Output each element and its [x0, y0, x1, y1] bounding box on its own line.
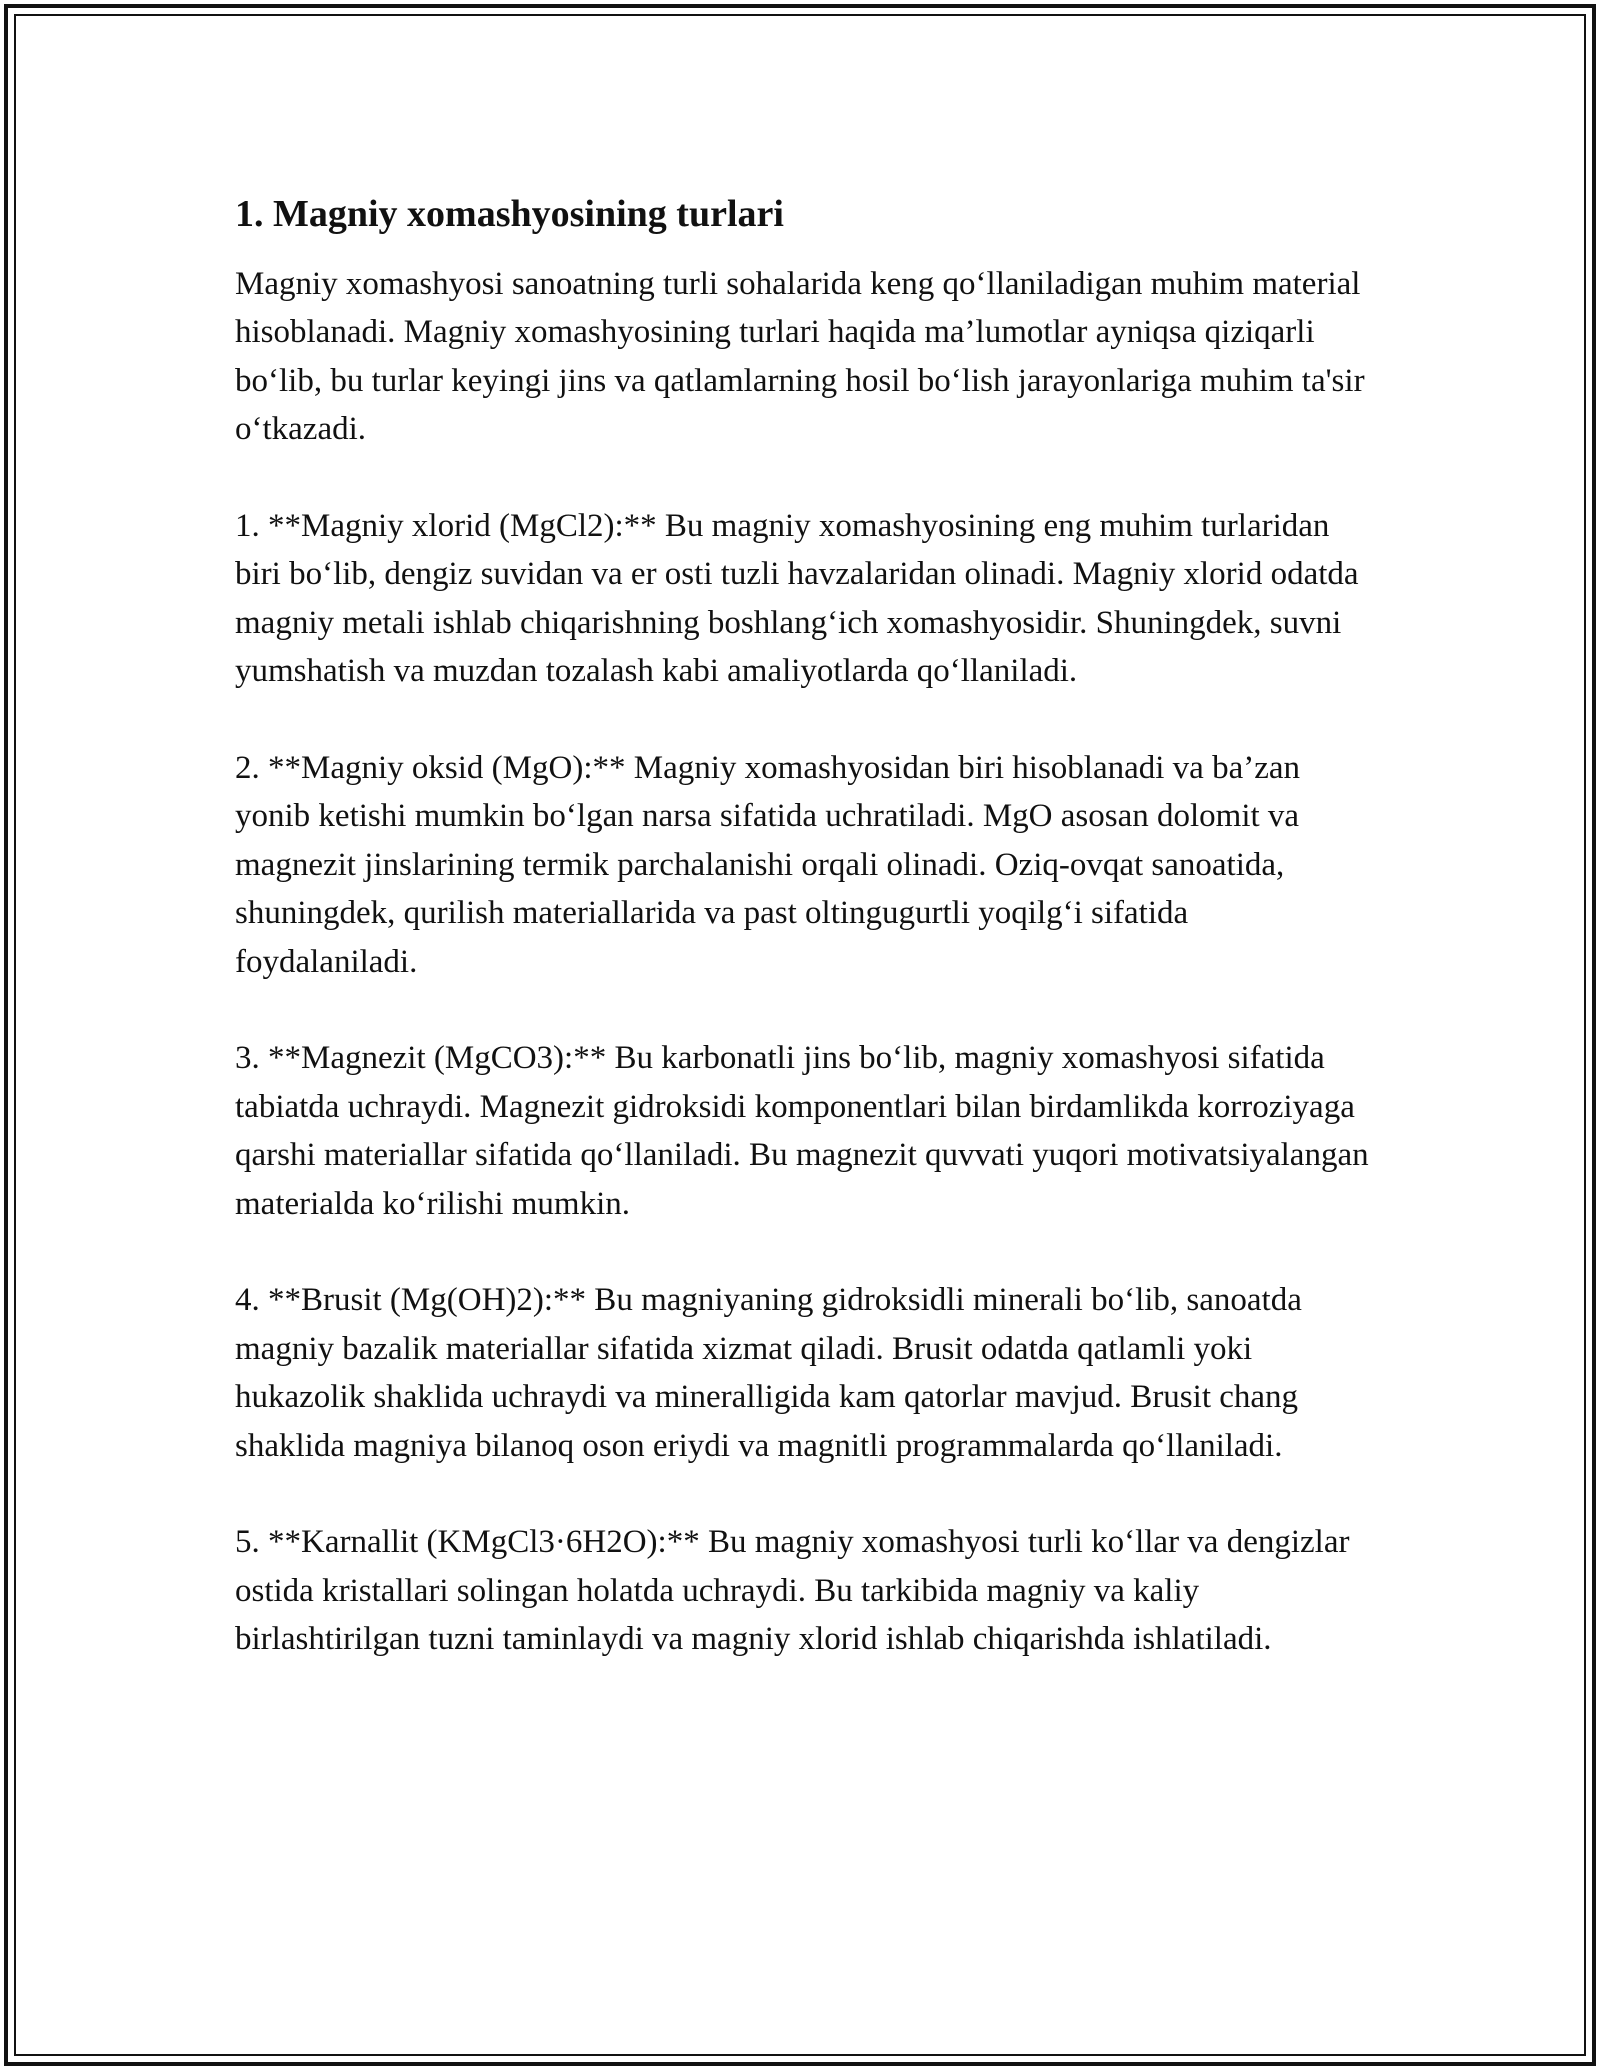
section-heading: 1. Magniy xomashyosining turlari — [235, 193, 784, 235]
document-body — [235, 188, 1375, 1712]
intro-paragraph: Magniy xomashyosi sanoatning turli sohalarida keng qo‘llaniladigan muhim material hisoblanadi. Magniy xomashyosining turlari haqida ma’lumotlar ayniqsa qiziqarli bo‘lib, bu turlar keyingi jins va qatlamlarning hosil bo‘lish jarayonlariga muhim ta'sir o‘tkazadi. — [235, 266, 1365, 448]
item-magniy-xlorid: 1. **Magniy xlorid (MgCl2):** Bu magniy xomashyosining eng muhim turlaridan biri bo‘lib, dengiz suvidan va er osti tuzli havzalaridan olinadi. Magniy xlorid odatda magniy metali ishlab chiqarishning boshlang‘ich xomashyosidir. Shuningdek, suvni yumshatish va muzdan tozalash kabi amaliyotlarda qo‘llaniladi. — [235, 508, 1359, 690]
item-magniy-oksid: 2. **Magniy oksid (MgO):** Magniy xomashyosidan biri hisoblanadi va ba’zan yonib ketishi mumkin bo‘lgan narsa sifatida uchratiladi. MgO asosan dolomit va magnezit jinslarining termik parchalanishi orqali olinadi. Oziq-ovqat sanoatida, shuningdek, qurilish materiallarida va past oltingugurtli yoqilg‘i sifatida foydalaniladi. — [235, 750, 1301, 980]
item-magnezit: 3. **Magnezit (MgCO3):** Bu karbonatli jins bo‘lib, magniy xomashyosi sifatida tabiatda uchraydi. Magnezit gidroksidi komponentlari bilan birdamlikda korroziyaga qarshi materiallar sifatida qo‘llaniladi. Bu magnezit quvvati yuqori motivatsiyalangan materialda ko‘rilishi mumkin. — [235, 1040, 1369, 1222]
item-karnallit: 5. **Karnallit (KMgCl3·6H2O):** Bu magniy xomashyosi turli ko‘llar va dengizlar ostida kristallari solingan holatda uchraydi. Bu tarkibida magniy va kaliy birlashtirilgan tuzni taminlaydi va magniy xlorid ishlab chiqarishda ishlatiladi. — [235, 1524, 1350, 1658]
item-brusit: 4. **Brusit (Mg(OH)2):** Bu magniyaning gidroksidli minerali bo‘lib, sanoatda magniy bazalik materiallar sifatida xizmat qiladi. Brusit odatda qatlamli yoki hukazolik shaklida uchraydi va mineralligida kam qatorlar mavjud. Brusit chang shaklida magniya bilanoq oson eriydi va magnitli programmalarda qo‘llaniladi. — [235, 1282, 1302, 1464]
